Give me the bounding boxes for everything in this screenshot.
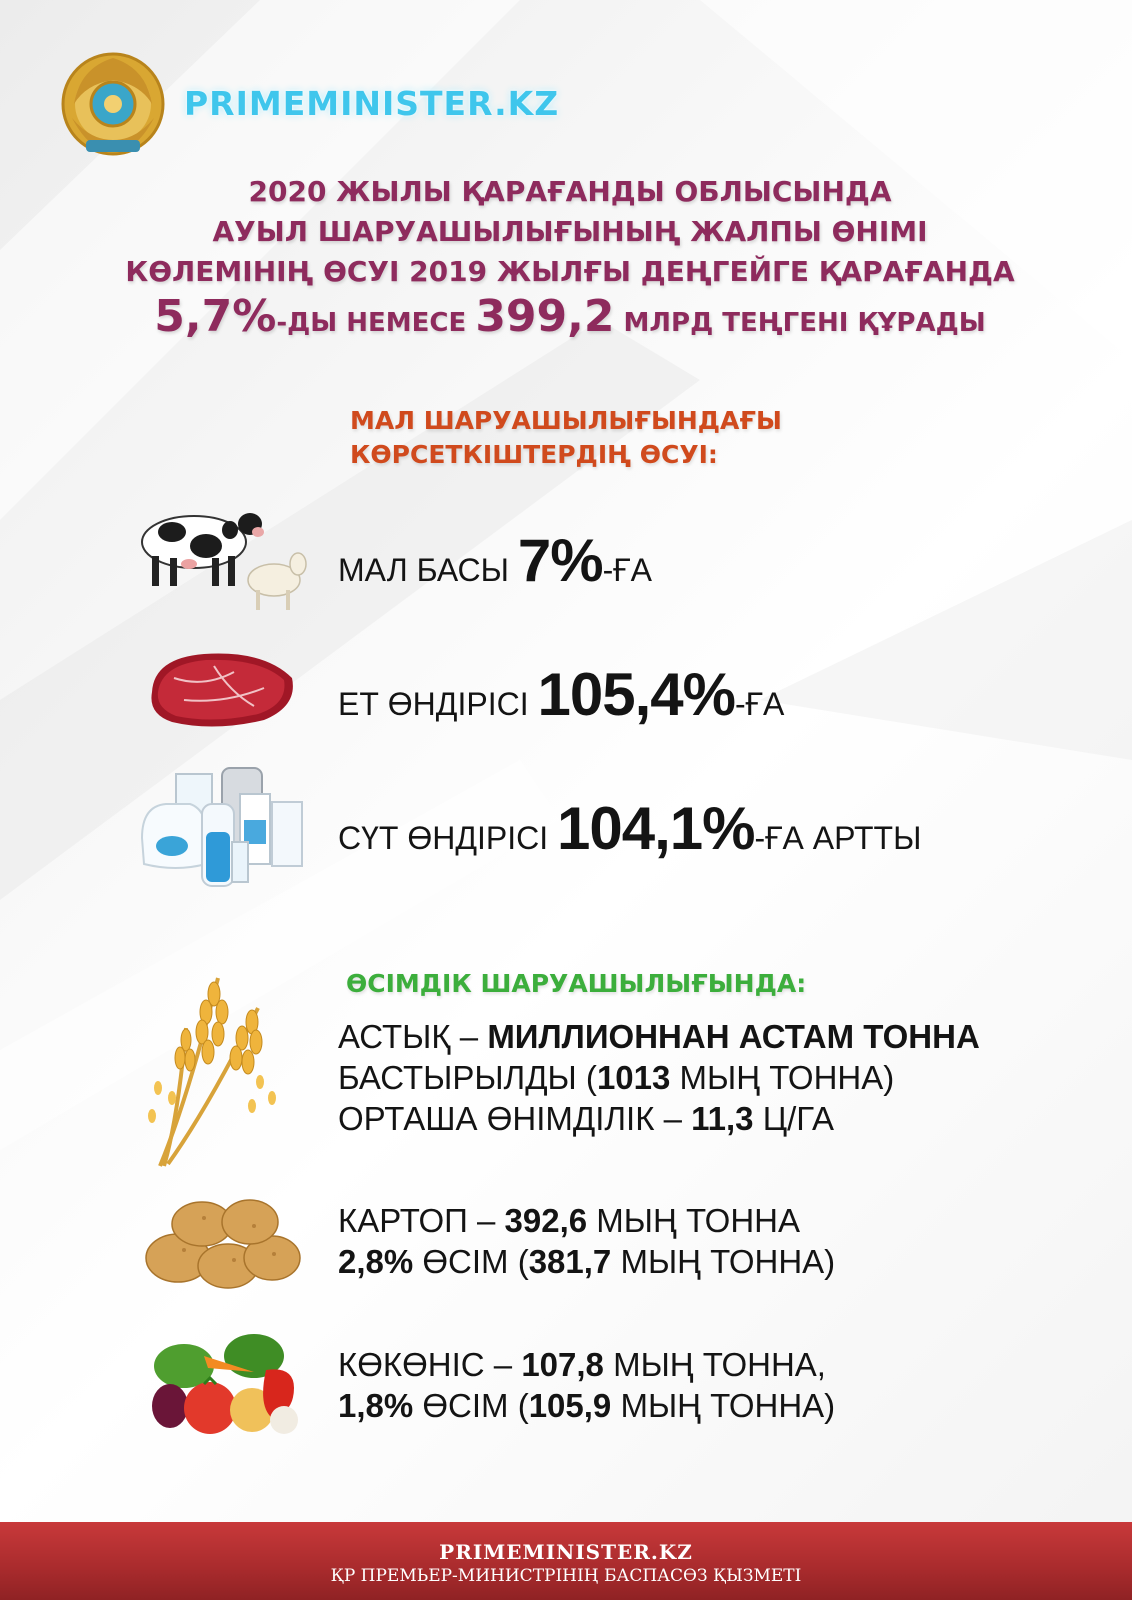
stat-value: 105,4% [537,661,735,728]
grain-highlight: МИЛЛИОННАН АСТАМ ТОННА [487,1018,980,1055]
potato-value: 392,6 [504,1202,588,1239]
footer-subtitle: ҚР ПРЕМЬЕР-МИНИСТРІНІҢ БАСПАСӨЗ ҚЫЗМЕТІ [330,1566,802,1586]
headline-line-4 [80,292,1060,348]
growth-percent: 5,7% [154,291,277,342]
potato-stat [338,1200,835,1282]
vegetables-label: КӨКӨНІС – [338,1346,522,1383]
potato-line-2 [338,1241,835,1282]
headline [80,172,1060,348]
stat-suffix: -ҒА [602,552,652,588]
potato-label: КАРТОП – [338,1202,505,1239]
headline-line-2: АУЫЛ ШАРУАШЫЛЫҒЫНЫҢ ЖАЛПЫ ӨНІМІ [212,215,928,248]
grain-label: АСТЫҚ – [338,1018,488,1055]
grain-line-1 [338,1016,980,1057]
headline-unit: МЛРД ТЕҢГЕНІ ҚҰРАДЫ [614,308,986,338]
grain-stat [338,1016,980,1139]
vegetables-unit: МЫҢ ТОННА, [603,1346,826,1383]
headline-connector: -ДЫ НЕМЕСЕ [276,308,476,338]
vegetables-line-1 [338,1344,835,1385]
livestock-section-title [350,404,782,472]
vegetables-growth: 1,8% [338,1387,414,1424]
brand-name: PRIMEMINISTER.KZ [184,84,560,123]
headline-line-3: КӨЛЕМІНІҢ ӨСУІ 2019 ЖЫЛҒЫ ДЕҢГЕЙГЕ ҚАРАҒАНДА [125,255,1015,288]
potato-prev-value: 381,7 [528,1243,612,1280]
grain-threshed-unit: МЫҢ ТОННА) [670,1059,895,1096]
footer-site[interactable]: PRIMEMINISTER.KZ [439,1540,693,1564]
vegetables-line-2 [338,1385,835,1426]
total-value: 399,2 [475,291,615,342]
stat-value: 104,1% [557,795,755,862]
stat-label: СҮТ ӨНДІРІСІ [338,820,558,856]
stat-suffix: -ҒА АРТТЫ [754,820,922,856]
grain-threshed-value: 1013 [596,1059,671,1096]
vegetables-prev-value: 105,9 [528,1387,612,1424]
livestock-title-line-1: МАЛ ШАРУАШЫЛЫҒЫНДАҒЫ [350,406,782,435]
kazakhstan-emblem-icon [60,48,166,160]
grain-line-3 [338,1098,980,1139]
potato-growth-label: ӨСІМ ( [413,1243,529,1280]
grain-yield-label: ОРТАША ӨНІМДІЛІК – [338,1100,692,1137]
stat-suffix: -ҒА [734,686,785,722]
stat-label: МАЛ БАСЫ [338,552,518,588]
meat-icon [144,648,300,730]
milk-icon [136,760,306,890]
grain-threshed-label: БАСТЫРЫЛДЫ ( [338,1059,597,1096]
grain-yield-value: 11,3 [691,1100,754,1137]
vegetables-stat [338,1344,835,1426]
stat-meat-production [338,660,784,729]
stat-label: ЕТ ӨНДІРІСІ [338,686,538,722]
stat-value: 7% [517,527,603,594]
potato-growth: 2,8% [338,1243,414,1280]
wheat-icon [148,948,288,1170]
potato-unit: МЫҢ ТОННА [587,1202,800,1239]
stat-livestock-count [338,526,652,595]
headline-line-1: 2020 ЖЫЛЫ ҚАРАҒАНДЫ ОБЛЫСЫНДА [248,175,892,208]
stat-milk-production [338,794,921,863]
grain-yield-unit: Ц/ГА [753,1100,834,1137]
livestock-title-line-2: КӨРСЕТКІШТЕРДІҢ ӨСУІ: [350,440,718,469]
footer [0,1522,1132,1600]
crop-section-title: ӨСІМДІК ШАРУАШЫЛЫҒЫНДА: [346,969,807,998]
vegetables-value: 107,8 [521,1346,604,1383]
vegetables-growth-label: ӨСІМ ( [413,1387,529,1424]
potato-prev-unit: МЫҢ ТОННА) [611,1243,836,1280]
cow-sheep-icon [134,490,310,614]
potato-icon [144,1186,302,1290]
potato-line-1 [338,1200,835,1241]
vegetables-icon [144,1326,304,1438]
vegetables-prev-unit: МЫҢ ТОННА) [611,1387,836,1424]
grain-line-2 [338,1057,980,1098]
